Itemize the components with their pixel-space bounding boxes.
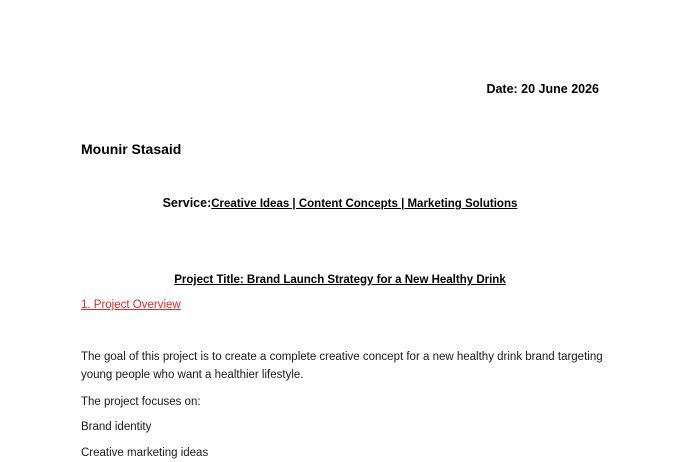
service-line <box>0 196 680 210</box>
document-date: Date: 20 June 2026 <box>486 82 599 96</box>
project-title: Project Title: Brand Launch Strategy for a New Healthy Drink <box>174 274 506 286</box>
service-value: Creative Ideas | Content Concepts | Marketing Solutions <box>211 198 518 210</box>
paragraph-focus-intro: The project focuses on: <box>81 396 201 408</box>
section-heading-project-overview: 1. Project Overview <box>81 299 181 311</box>
focus-item-creative-marketing: Creative marketing ideas <box>81 447 209 459</box>
focus-item-brand-identity: Brand identity <box>81 421 152 433</box>
author-name: Mounir Stasaid <box>81 141 182 157</box>
paragraph-goal: The goal of this project is to create a complete creative concept for a new healthy drink brand targeting young people who want a healthier lifestyle. <box>81 351 603 381</box>
service-label: Service: <box>162 196 212 210</box>
